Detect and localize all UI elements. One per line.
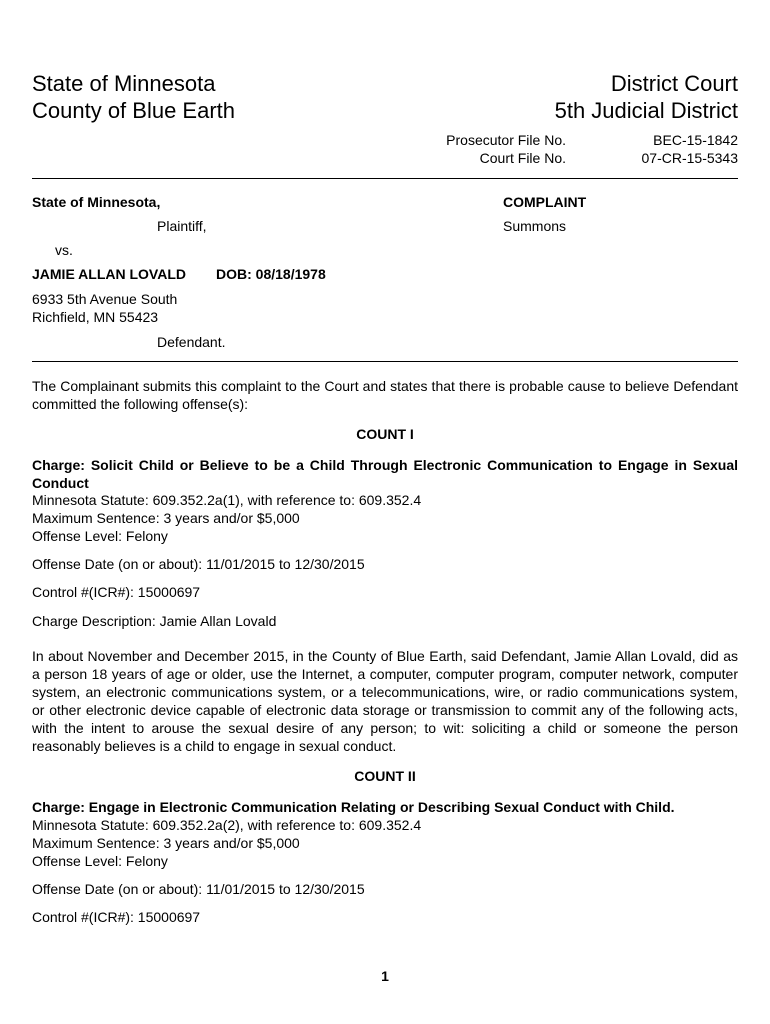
plaintiff-role: Plaintiff, (157, 218, 207, 234)
county-heading: County of Blue Earth (32, 98, 236, 123)
document-subtype: Summons (503, 218, 567, 234)
court-file-value: 07-CR-15-5343 (641, 150, 738, 166)
count-1-charge: Charge: Solicit Child or Believe to be a Child Through Electronic Communication to Engage in Sexual Conduct (32, 457, 738, 491)
document-type: COMPLAINT (503, 194, 587, 210)
plaintiff-name: State of Minnesota, (32, 194, 161, 210)
complaint-intro: The Complainant submits this complaint to the Court and states that there is probable cause to believe Defendant committed the following offense(s): (32, 378, 738, 412)
defendant-dob: DOB: 08/18/1978 (216, 266, 326, 282)
count-2-max-sentence: Maximum Sentence: 3 years and/or $5,000 (32, 835, 300, 851)
count-1-description: Charge Description: Jamie Allan Lovald (32, 613, 277, 629)
count-2-title: COUNT II (354, 768, 416, 784)
count-1-offense-level: Offense Level: Felony (32, 528, 168, 544)
count-1-narrative: In about November and December 2015, in the County of Blue Earth, said Defendant, Jamie Allan Lovald, did as a person 18 years of age or older, use the Internet, a computer, computer program, computer network, computer system, an electronic communications system, or a telecommunications, wire, or radio communications system, or other electronic device capable of electronic data storage or transmission to commit any of the following acts, with the intent to arouse the sexual desire of any person; to wit: soliciting a child or someone the person reasonably believes is a child to engage in sexual conduct. (32, 648, 738, 754)
count-1-title: COUNT I (356, 426, 414, 442)
court-heading: District Court (610, 71, 738, 96)
defendant-address-line2: Richfield, MN 55423 (32, 309, 159, 325)
count-2-offense-date: Offense Date (on or about): 11/01/2015 to 12/30/2015 (32, 881, 365, 897)
district-heading: 5th Judicial District (554, 98, 738, 123)
versus-label: vs. (55, 242, 73, 258)
court-file-label: Court File No. (479, 150, 566, 166)
count-1-offense-date: Offense Date (on or about): 11/01/2015 to 12/30/2015 (32, 556, 365, 572)
count-2-offense-level: Offense Level: Felony (32, 853, 168, 869)
page-number: 1 (381, 968, 389, 984)
header-divider (32, 178, 738, 179)
count-2-charge: Charge: Engage in Electronic Communication Relating or Describing Sexual Conduct with Child. (32, 799, 675, 815)
defendant-name: JAMIE ALLAN LOVALD (32, 266, 186, 282)
count-1-statute: Minnesota Statute: 609.352.2a(1), with reference to: 609.352.4 (32, 492, 422, 508)
count-2-statute: Minnesota Statute: 609.352.2a(2), with reference to: 609.352.4 (32, 817, 422, 833)
count-2-control-number: Control #(ICR#): 15000697 (32, 909, 201, 925)
prosecutor-file-label: Prosecutor File No. (446, 132, 566, 148)
count-1-max-sentence: Maximum Sentence: 3 years and/or $5,000 (32, 510, 300, 526)
caption-divider (32, 361, 738, 362)
defendant-address-line1: 6933 5th Avenue South (32, 291, 178, 307)
state-heading: State of Minnesota (32, 71, 216, 96)
defendant-role: Defendant. (157, 334, 226, 350)
prosecutor-file-value: BEC-15-1842 (653, 132, 738, 148)
count-1-control-number: Control #(ICR#): 15000697 (32, 584, 201, 600)
